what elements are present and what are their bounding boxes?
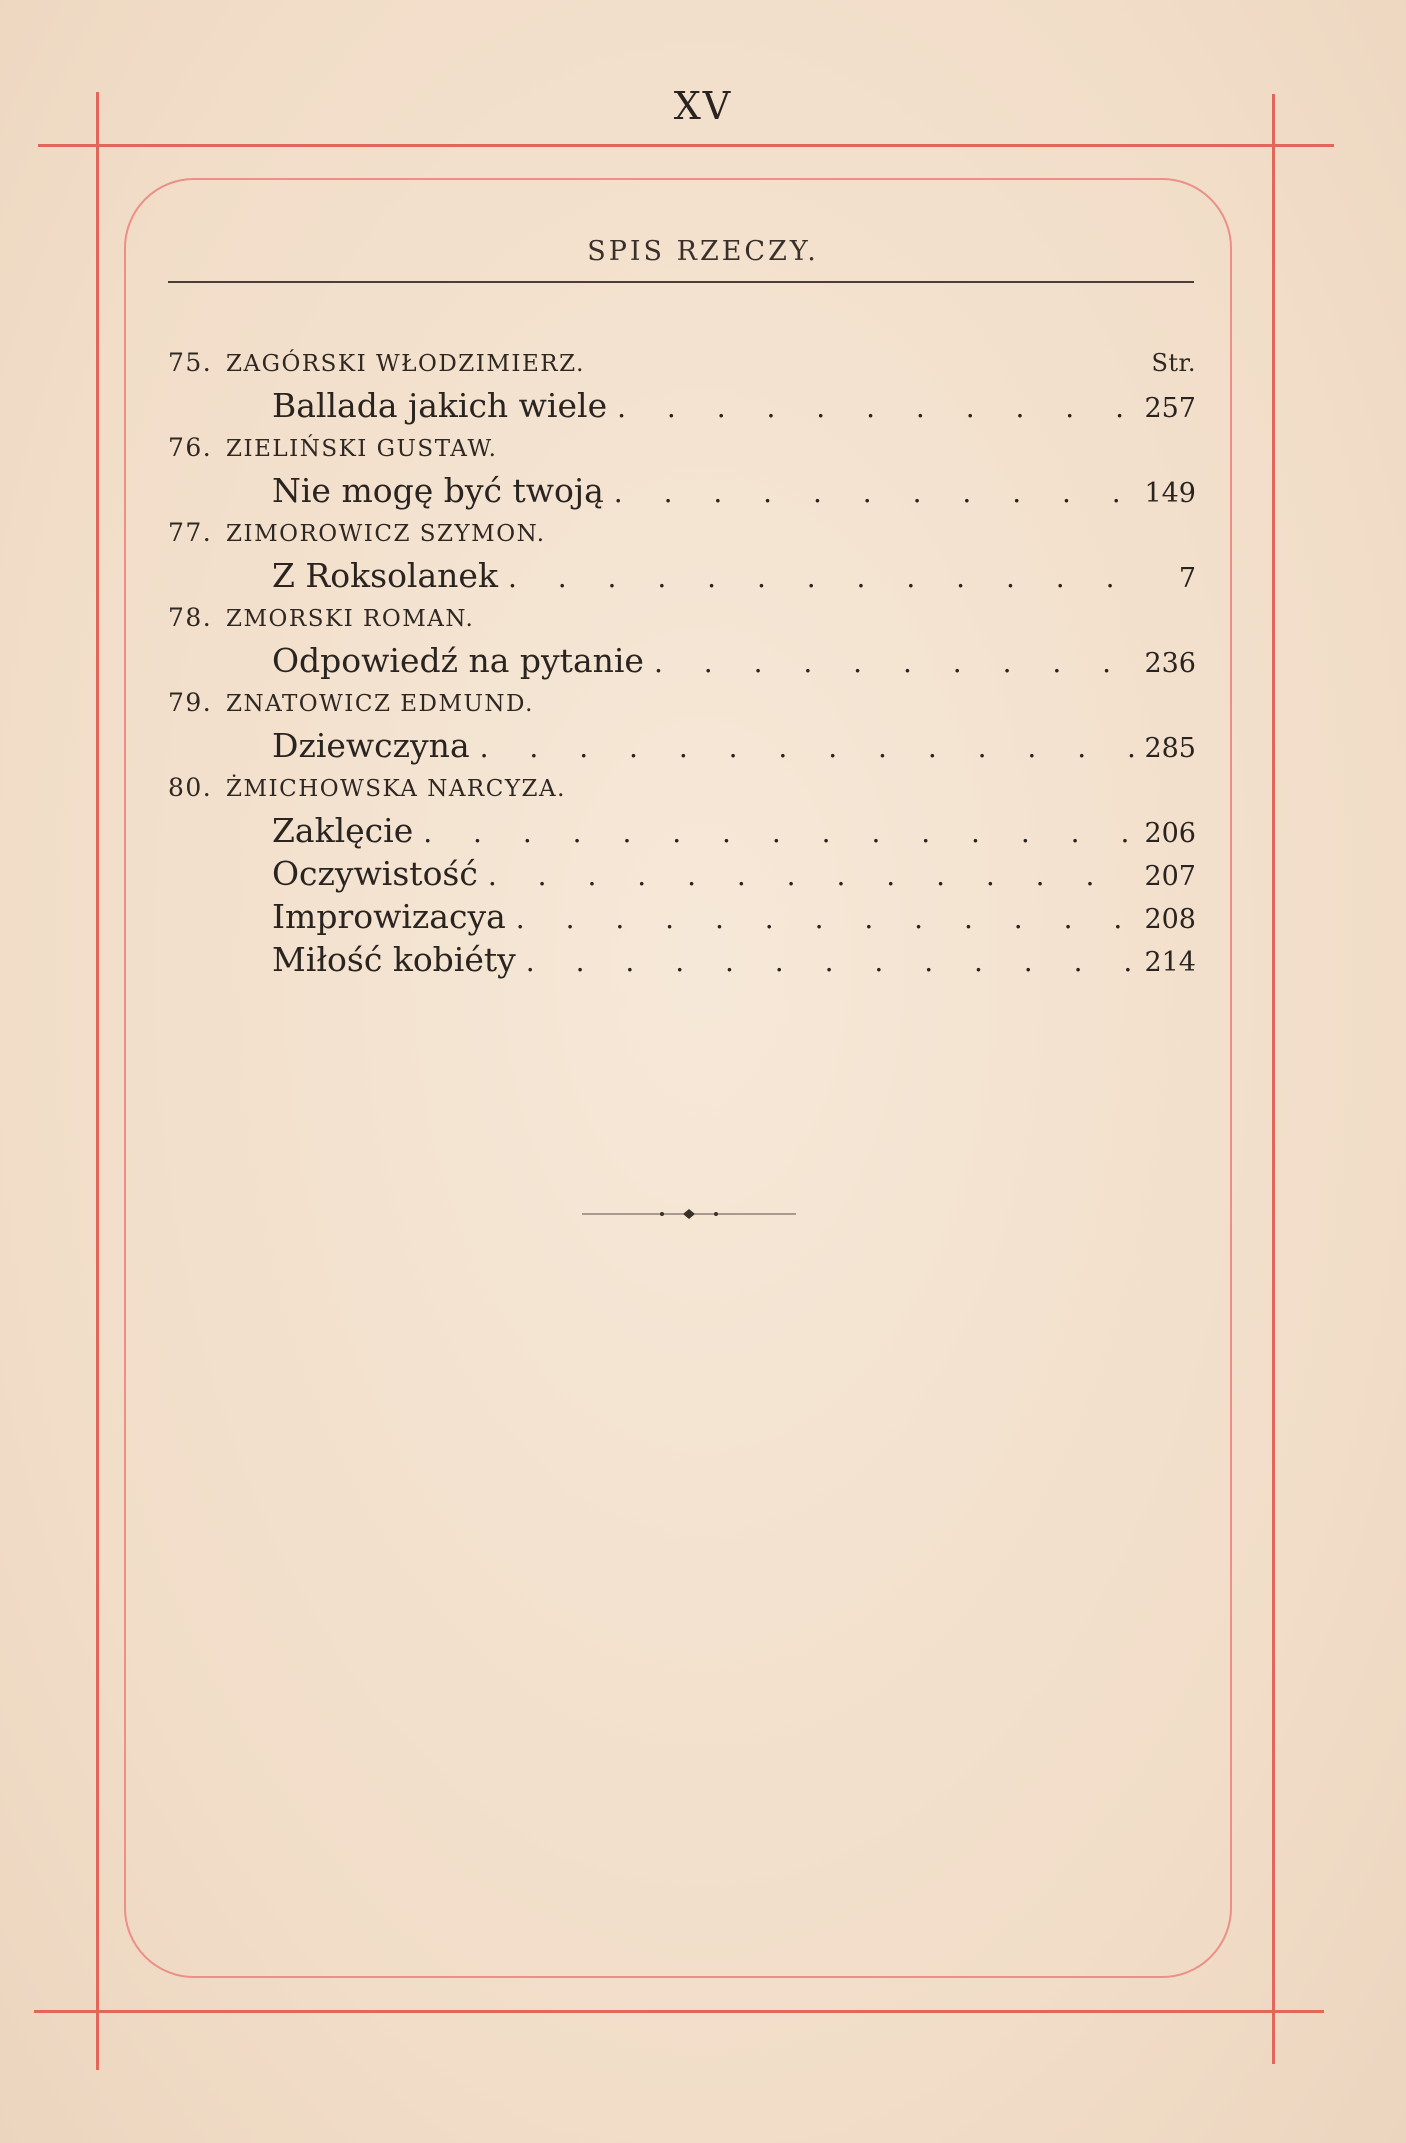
left-vertical-rule (96, 92, 99, 2070)
entry-title: Oczywistość (272, 854, 478, 893)
toc-author-row (168, 427, 1196, 469)
author-number: 76. (168, 433, 213, 462)
author-name: ZIELIŃSKI GUSTAW. (226, 436, 498, 462)
dot-leader (617, 386, 1134, 429)
author-number: 77. (168, 518, 213, 547)
toc-author-row (168, 767, 1196, 809)
toc-entry (272, 554, 1196, 597)
toc-entry (272, 384, 1196, 427)
entry-title: Ballada jakich wiele (272, 386, 608, 425)
toc-entry (272, 852, 1196, 895)
author-name: ZNATOWICZ EDMUND. (226, 691, 534, 717)
dot-leader (480, 726, 1134, 769)
toc-author-row (168, 597, 1196, 639)
author-number: 79. (168, 688, 213, 717)
dot-leader (526, 940, 1134, 983)
section-title: SPIS RZECZY. (587, 236, 819, 267)
table-of-contents (168, 342, 1196, 981)
entry-title: Dziewczyna (272, 726, 470, 765)
toc-entry (272, 639, 1196, 682)
right-vertical-rule (1272, 94, 1275, 2064)
entry-title: Zaklęcie (272, 811, 414, 850)
dot-leader (488, 854, 1134, 897)
author-number: 78. (168, 603, 213, 632)
author-name: ZMORSKI ROMAN. (226, 606, 475, 632)
author-name: ZIMOROWICZ SZYMON. (226, 521, 546, 547)
entry-page-number: 257 (1144, 393, 1196, 424)
dot-leader (508, 556, 1134, 599)
entry-title: Odpowiedź na pytanie (272, 641, 644, 680)
dot-leader (516, 897, 1134, 940)
entry-page-number: 208 (1144, 904, 1196, 935)
entry-title: Miłość kobiéty (272, 940, 516, 979)
page-column-label: Str. (1151, 349, 1196, 377)
toc-entry (272, 895, 1196, 938)
bottom-horizontal-rule (34, 2010, 1324, 2013)
entry-page-number: 7 (1178, 563, 1196, 594)
toc-entry (272, 469, 1196, 512)
author-number: 80. (168, 773, 213, 802)
entry-page-number: 214 (1144, 947, 1196, 978)
entry-page-number: 206 (1144, 818, 1196, 849)
entry-page-number: 207 (1144, 861, 1196, 892)
ornament-divider (582, 1204, 796, 1224)
title-underline (168, 281, 1194, 283)
entry-page-number: 149 (1144, 478, 1196, 509)
toc-author-row (168, 342, 1196, 384)
dot-leader (654, 641, 1134, 684)
author-number: 75. (168, 348, 213, 377)
entry-page-number: 236 (1144, 648, 1196, 679)
toc-entry (272, 724, 1196, 767)
page-number: XV (673, 84, 733, 128)
entry-page-number: 285 (1144, 733, 1196, 764)
top-horizontal-rule (38, 144, 1334, 147)
toc-entry (272, 809, 1196, 852)
author-name: ZAGÓRSKI WŁODZIMIERZ. (226, 351, 585, 377)
dot-leader (614, 471, 1134, 514)
toc-author-row (168, 682, 1196, 724)
entry-title: Z Roksolanek (272, 556, 498, 595)
toc-entry (272, 938, 1196, 981)
author-name: ŻMICHOWSKA NARCYZA. (226, 776, 566, 802)
dot-leader (423, 811, 1134, 854)
entry-title: Improwizacya (272, 897, 506, 936)
entry-title: Nie mogę być twoją (272, 471, 604, 510)
toc-author-row (168, 512, 1196, 554)
